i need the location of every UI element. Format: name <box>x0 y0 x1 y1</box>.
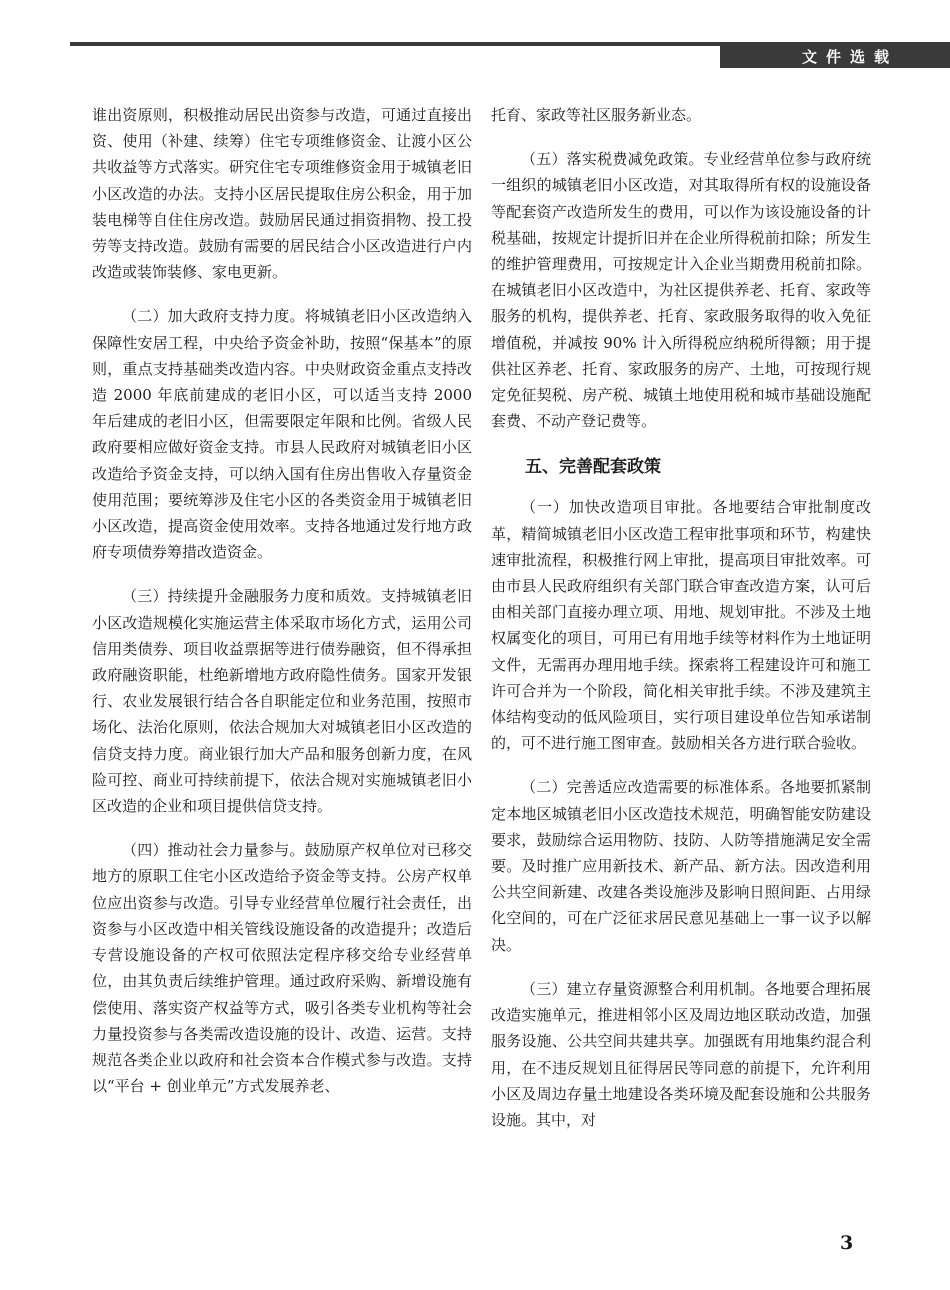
section-label: 文件选载 <box>720 46 950 68</box>
section-heading: 五、完善配套政策 <box>525 457 661 478</box>
paragraph: 托育、家政等社区服务新业态。 <box>491 106 702 124</box>
paragraph: 谁出资原则，积极推动居民出资参与改造，可通过直接出资、使用（补建、续筹）住宅专项维修资金、让渡小区公共收益等方式落实。研究住宅专项维修资金用于城镇老旧小区改造的办法。支持小区居民提取住房公积金，用于加装电梯等自住住房改造。鼓励居民通过捐资捐物、投工投劳等支持改造。鼓励有需要的居民结合小区改造进行户内改造或装饰装修、家电更新。 <box>92 106 472 282</box>
paragraph: （二）完善适应改造需要的标准体系。各地要抓紧制定本地区城镇老旧小区改造技术规范，明确智能安防建设要求，鼓励综合运用物防、技防、人防等措施满足安全需要。及时推广应用新技术、新产品、新方法。因改造利用公共空间新建、改建各类设施涉及影响日照间距、占用绿化空间的，可在广泛征求居民意见基础上一事一议予以解决。 <box>491 778 871 954</box>
paragraph: （三）建立存量资源整合利用机制。各地要合理拓展改造实施单元，推进相邻小区及周边地区联动改造，加强服务设施、公共空间共建共享。加强既有用地集约混合利用，在不违反规划且征得居民等同意的前提下，允许利用小区及周边存量土地建设各类环境及配套设施和公共服务设施。其中，对 <box>491 979 871 1129</box>
paragraph: （五）落实税费减免政策。专业经营单位参与政府统一组织的城镇老旧小区改造，对其取得所有权的设施设备等配套资产改造所发生的费用，可以作为该设施设备的计税基础，按规定计提折旧并在企业所得税前扣除；所发生的维护管理费用，可按规定计入企业当期费用税前扣除。在城镇老旧小区改造中，为社区提供养老、托育、家政等服务的机构，提供养老、托育、家政服务取得的收入免征增值税，并减按 90% 计入所得税应纳税所得额；用于提供社区养老、托育、家政服务的房产、土地，可按现行规定免征契税、房产税、城镇土地使用税和城市基础设施配套费、不动产登记费等。 <box>491 150 871 431</box>
paragraph: （三）持续提升金融服务力度和质效。支持城镇老旧小区改造规模化实施运营主体采取市场化方式，运用公司信用类债券、项目收益票据等进行债券融资，但不得承担政府融资职能，杜绝新增地方政府隐性债务。国家开发银行、农业发展银行结合各自职能定位和业务范围，按照市场化、法治化原则，依法合规加大对城镇老旧小区改造的信贷支持力度。商业银行加大产品和服务创新力度，在风险可控、商业可持续前提下，依法合规对实施城镇老旧小区改造的企业和项目提供信贷支持。 <box>92 587 472 816</box>
paragraph: （四）推动社会力量参与。鼓励原产权单位对已移交地方的原职工住宅小区改造给予资金等支持。公房产权单位应出资参与改造。引导专业经营单位履行社会责任，出资参与小区改造中相关管线设施设备的改造提升；改造后专营设施设备的产权可依照法定程序移交给专业经营单位，由其负责后续维护管理。通过政府采购、新增设施有偿使用、落实资产权益等方式，吸引各类专业机构等社会力量投资参与各类需改造设施的设计、改造、运营。支持规范各类企业以政府和社会资本合作模式参与改造。支持以“平台 + 创业单元”方式发展养老、 <box>92 841 472 1096</box>
left-column <box>92 102 472 1099</box>
page-number: 3 <box>840 1232 854 1254</box>
right-column <box>491 102 871 1133</box>
paragraph: （二）加大政府支持力度。将城镇老旧小区改造纳入保障性安居工程，中央给予资金补助，按照“保基本”的原则，重点支持基础类改造内容。中央财政资金重点支持改造 2000 年底前建成的老旧小区，可以适当支持 2000 年后建成的老旧小区，但需要限定年限和比例。省级人民政府要相应做好资金支持。市县人民政府对城镇老旧小区改造给予资金支持，可以纳入国有住房出售收入存量资金使用范围；要统筹涉及住宅小区的各类资金用于城镇老旧小区改造，提高资金使用效率。支持各地通过发行地方政府专项债券筹措改造资金。 <box>92 307 472 562</box>
paragraph: （一）加快改造项目审批。各地要结合审批制度改革，精简城镇老旧小区改造工程审批事项和环节，构建快速审批流程，积极推行网上审批，提高项目审批效率。可由市县人民政府组织有关部门联合审查改造方案，认可后由相关部门直接办理立项、用地、规划审批。不涉及土地权属变化的项目，可用已有用地手续等材料作为土地证明文件，无需再办理用地手续。探索将工程建设许可和施工许可合并为一个阶段，简化相关审批手续。不涉及建筑主体结构变动的低风险项目，实行项目建设单位告知承诺制的，可不进行施工图审查。鼓励相关各方进行联合验收。 <box>491 498 871 753</box>
